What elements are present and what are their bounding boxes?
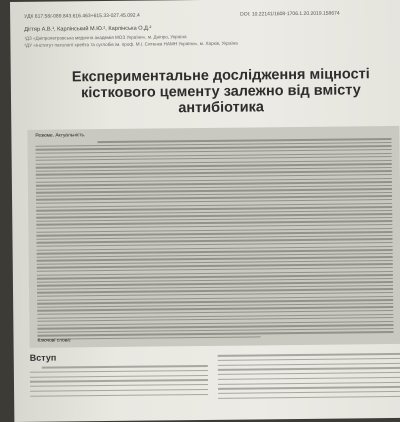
document-page xyxy=(10,0,400,422)
affiliation-1: ¹ДЗ «Дніпропетровська медична академія МОЗ України», м. Дніпро, Україна xyxy=(24,34,187,41)
article-title: Експериментальне дослідження міцності кісткового цементу залежно від вмісту антибіотика xyxy=(71,66,370,117)
introduction-heading: Вступ xyxy=(29,352,57,363)
abstract-label: Резюме. Актуальність. xyxy=(35,133,86,139)
keywords-label: Ключові слова: xyxy=(37,338,72,344)
udc-reference: УДК 617.58/-089.843.616.463+615.33-027.45.092.4 xyxy=(24,12,140,20)
authors: Дігтяр А.В.¹, Карлінський М.Ю.², Карлінська О.Д.² xyxy=(24,25,152,33)
left-column-text xyxy=(30,362,208,397)
abstract-text-lines xyxy=(27,136,400,340)
abstract-box xyxy=(27,126,400,348)
right-column-text xyxy=(218,350,400,399)
doi-reference: DOI: 10.22141/1608-1706.1.20.2019.158674 xyxy=(240,10,340,18)
affiliation-2: ²ДУ «Інститут патології хребта та суглобів ім. проф. М.І. Ситенка НАМН України», м. Харків, Україна xyxy=(24,40,238,48)
